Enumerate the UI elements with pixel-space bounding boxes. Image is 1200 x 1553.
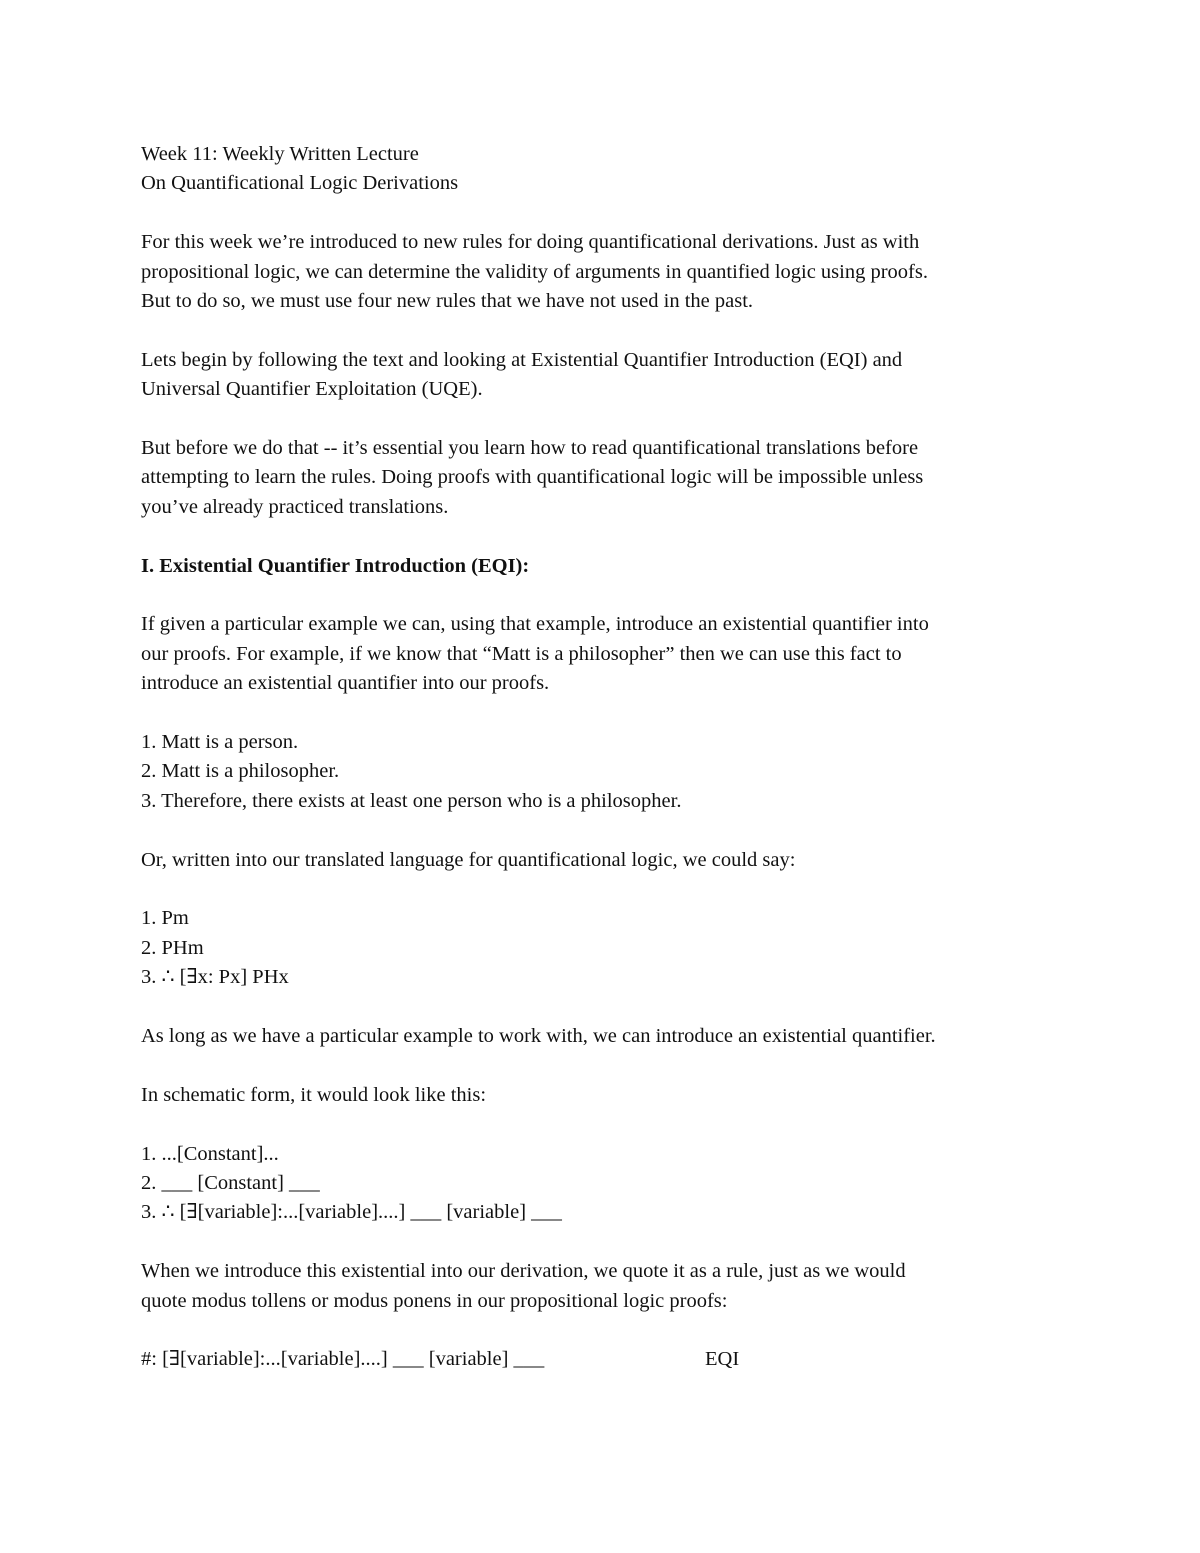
list-item: 2. PHm bbox=[141, 936, 204, 959]
text-line: Universal Quantifier Exploitation (UQE). bbox=[141, 378, 483, 401]
text-line: Lets begin by following the text and looking at Existential Quantifier Introduction (EQI) and bbox=[141, 348, 903, 371]
text-line: For this week we’re introduced to new rules for doing quantificational derivations. Just as with bbox=[141, 231, 920, 254]
list-item: 1. Matt is a person. bbox=[141, 731, 299, 754]
section-heading: I. Existential Quantifier Introduction (EQI): bbox=[141, 554, 530, 577]
before-paragraph bbox=[141, 434, 1081, 522]
translated-argument-list bbox=[141, 904, 1081, 992]
english-argument-list bbox=[141, 728, 1081, 816]
schematic-intro: In schematic form, it would look like this: bbox=[141, 1083, 487, 1106]
schematic-list bbox=[141, 1140, 1081, 1228]
rule-formula: #: [∃[variable]:...[variable]....] ___ [variable] ___ bbox=[141, 1348, 545, 1371]
list-item: 3. ∴ [∃x: Px] PHx bbox=[141, 966, 289, 989]
list-item: 1. ...[Constant]... bbox=[141, 1142, 279, 1165]
rule-line bbox=[141, 1345, 1081, 1374]
example-intro-paragraph bbox=[141, 610, 1081, 698]
text-line: But before we do that -- it’s essential you learn how to read quantificational translations before bbox=[141, 437, 919, 460]
text-line: attempting to learn the rules. Doing proofs with quantificational logic will be impossible unless bbox=[141, 466, 924, 489]
list-item: 1. Pm bbox=[141, 907, 189, 930]
when-paragraph bbox=[141, 1257, 1081, 1316]
begin-paragraph bbox=[141, 346, 1081, 405]
text-line: propositional logic, we can determine the validity of arguments in quantified logic using proofs. bbox=[141, 260, 928, 283]
document-title: Week 11: Weekly Written Lecture bbox=[141, 143, 419, 165]
rule-name: EQI bbox=[705, 1348, 740, 1371]
document-page bbox=[141, 140, 1081, 1375]
list-item: 3. Therefore, there exists at least one person who is a philosopher. bbox=[141, 789, 682, 812]
document-header bbox=[141, 140, 1081, 199]
text-line: When we introduce this existential into our derivation, we quote it as a rule, just as we would bbox=[141, 1260, 906, 1283]
text-line: But to do so, we must use four new rules that we have not used in the past. bbox=[141, 290, 754, 313]
list-item: 2. Matt is a philosopher. bbox=[141, 760, 340, 783]
document-subtitle: On Quantificational Logic Derivations bbox=[141, 172, 459, 195]
as-long-paragraph: As long as we have a particular example to work with, we can introduce an existential quantifier. bbox=[141, 1025, 936, 1048]
list-item: 2. ___ [Constant] ___ bbox=[141, 1172, 320, 1195]
translated-intro: Or, written into our translated language for quantificational logic, we could say: bbox=[141, 848, 796, 871]
text-line: our proofs. For example, if we know that “Matt is a philosopher” then we can use this fact to bbox=[141, 642, 902, 665]
text-line: introduce an existential quantifier into our proofs. bbox=[141, 672, 550, 695]
intro-paragraph bbox=[141, 228, 1081, 316]
text-line: you’ve already practiced translations. bbox=[141, 495, 449, 518]
text-line: If given a particular example we can, using that example, introduce an existential quantifier into bbox=[141, 613, 929, 636]
text-line: quote modus tollens or modus ponens in our propositional logic proofs: bbox=[141, 1289, 728, 1312]
list-item: 3. ∴ [∃[variable]:...[variable]....] ___ [variable] ___ bbox=[141, 1201, 562, 1224]
